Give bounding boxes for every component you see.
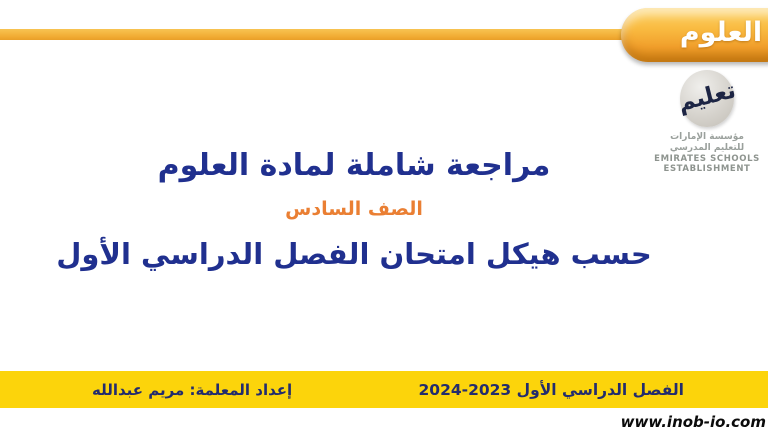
logo-org-english-line1: EMIRATES SCHOOLS	[654, 153, 760, 164]
grade-label: الصف السادس	[285, 198, 423, 220]
subject-tab-label: العلوم	[679, 16, 763, 48]
subject-tab	[621, 8, 768, 62]
logo-org-english-line2: ESTABLISHMENT	[663, 164, 751, 175]
logo-org-arabic-line2: للتعليم المدرسي	[669, 142, 745, 153]
footer-term-label: الفصل الدراسي الأول 2023-2024	[418, 380, 684, 399]
logo-circle-icon	[675, 70, 739, 127]
logo-org-arabic-line1: مؤسسة الإمارات	[670, 132, 744, 142]
footer-bar	[0, 371, 768, 408]
slide-subtitle: حسب هيكل امتحان الفصل الدراسي الأول	[56, 236, 652, 271]
watermark-url: www.inob-io.com	[620, 413, 766, 431]
logo-calligraphy-text: تعليم	[675, 77, 739, 117]
title-block	[0, 146, 708, 273]
header-ribbon	[0, 29, 650, 40]
slide-title: مراجعة شاملة لمادة العلوم	[157, 148, 551, 183]
footer-prepared-by-label: إعداد المعلمة: مريم عبدالله	[92, 380, 293, 399]
